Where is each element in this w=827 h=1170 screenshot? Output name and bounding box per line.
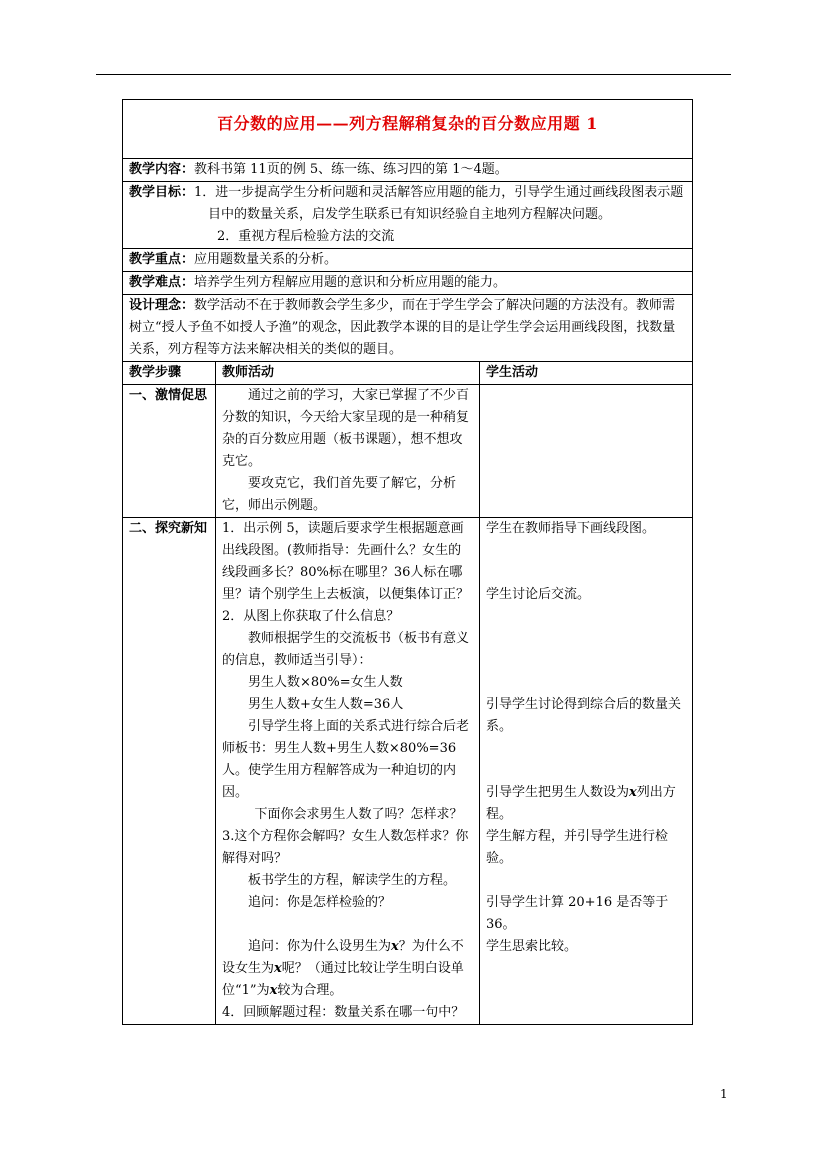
step2-s4: 引导学生把男生人数设为x列出方程。 [486,785,676,822]
step2-t10: 追问：你是怎样检验的？ [248,895,392,910]
variable-x: x [269,983,278,998]
step1-teacher-para-1: 通过之前的学习，大家已掌握了不少百分数的知识，今天给大家呈现的是一种稍复杂的百分数应用题（板书课题），想不想攻克它。 [222,388,470,469]
document-title: 百分数的应用——列方程解稍复杂的百分数应用题 1 [217,114,598,133]
key-point-row [123,249,693,272]
step2-t6: 引导学生将上面的关系式进行综合后老师板书：男生人数+男生人数×80%=36人。使学生用方程解答成为一种迫切的内因。 [222,719,470,800]
step2-t7: 下面你会求男生人数了吗？怎样求？ [254,807,463,822]
difficulty-text: 培养学生列方程解应用题的意识和分析应用题的能力。 [194,275,507,290]
step2-t4: 男生人数×80%=女生人数 [248,675,403,690]
goals-label: 教学目标： [129,185,195,200]
content-label: 教学内容： [129,162,195,177]
step2-t2: 2．从图上你获取了什么信息？ [222,609,400,624]
step2-teacher [216,518,480,1025]
variable-x: x [629,785,637,800]
header-student: 学生活动 [480,362,693,385]
concept-row [123,295,693,362]
step1-student [480,385,693,518]
goal-item-2: 2．重视方程后检验方法的交流 [217,229,395,244]
difficulty-row [123,272,693,295]
header-teacher: 教师活动 [216,362,480,385]
step1-teacher-para-2: 要攻克它，我们首先要了解它，分析它，师出示例题。 [222,476,457,513]
step2-name: 二、探究新知 [123,518,216,1025]
goal-item-1: 1．进一步提高学生分析问题和灵活解答应用题的能力，引导学生通过画线段图表示题目中的数量关系，启发学生联系已有知识经验自主地列方程解决问题。 [194,185,684,222]
content-row [123,159,693,182]
step2-s3: 引导学生讨论得到综合后的数量关系。 [486,697,682,734]
concept-text: 数学活动不在于教师教会学生多少，而在于学生学会了解决问题的方法没有。教师需树立“授人予鱼不如授人予渔”的观念，因此教学本课的目的是让学生学会运用画线段图，找数量关系，列方程等方法来解决相关的类似的题目。 [129,298,676,357]
difficulty-label: 教学难点： [129,275,195,290]
step2-t9: 板书学生的方程，解读学生的方程。 [248,873,457,888]
step2-t11: 追问：你为什么设男生为x？为什么不设女生为x呢？（通过比较让学生明白设单位“1”为x较为合理。 [222,939,464,998]
goals-row [123,182,693,249]
step2-t1: 1．出示例 5，读题后要求学生根据题意画出线段图。(教师指导：先画什么？女生的线段画多长？80%标在哪里？36人标在哪里？请个别学生上去板演，以便集体订正？ [222,521,470,602]
step1-name: 一、激情促思 [123,385,216,518]
concept-label: 设计理念： [129,298,195,313]
step2-s6: 引导学生计算 20+16 是否等于 36。 [486,895,669,932]
step2-s2: 学生讨论后交流。 [486,587,591,602]
step2-t8: 3.这个方程你会解吗？女生人数怎样求？你解得对吗？ [222,829,469,866]
step2-s1: 学生在教师指导下画线段图。 [486,521,656,536]
step2-student [480,518,693,1025]
step2-s5: 学生解方程，并引导学生进行检验。 [486,829,669,866]
step2-t12: 4．回顾解题过程：数量关系在哪一句中？ [222,1005,465,1020]
step2-t5: 男生人数+女生人数=36人 [248,697,404,712]
header-rule [96,74,731,75]
header-step: 教学步骤 [123,362,216,385]
content-text: 教科书第 11页的例 5、练一练、练习四的第 1～4题。 [194,162,508,177]
key-point-text: 应用题数量关系的分析。 [194,252,338,267]
lesson-plan-table [122,99,693,1025]
title-cell [123,100,693,159]
step2-t3: 教师根据学生的交流板书（板书有意义的信息，教师适当引导）： [222,631,470,668]
variable-x: x [391,939,399,954]
step1-teacher [216,385,480,518]
variable-x: x [274,961,282,976]
step2-s7: 学生思索比较。 [486,939,578,954]
page-number: 1 [720,1087,728,1101]
key-point-label: 教学重点： [129,252,195,267]
